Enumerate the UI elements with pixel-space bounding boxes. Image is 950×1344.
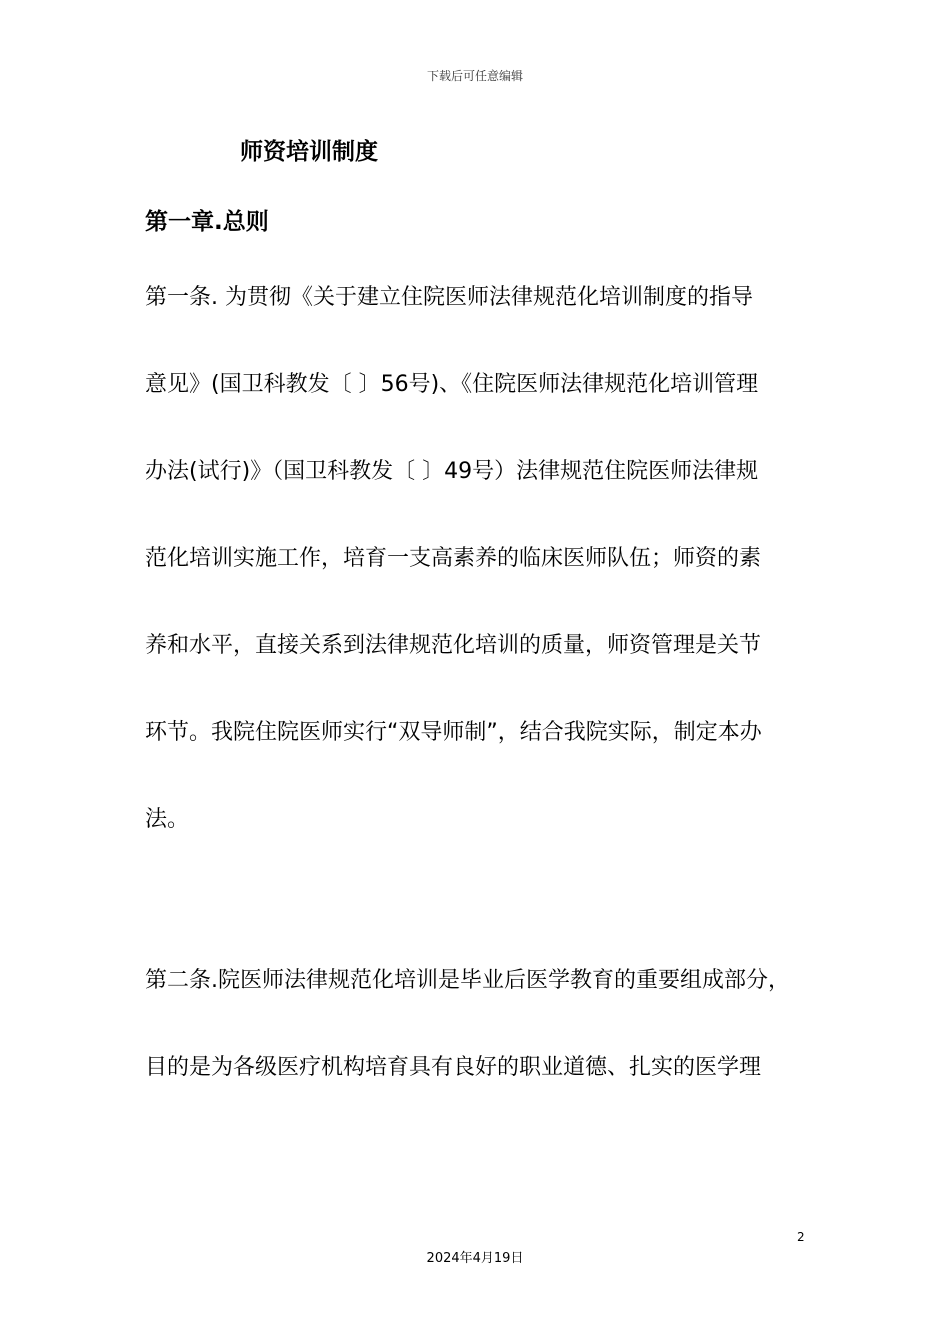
article-2 [145,937,810,1111]
article-2-line: 目的是为各级医疗机构培育具有良好的职业道德、扎实的医学理 [145,1055,762,1080]
article-1-line: 法。 [145,807,190,832]
article-1-line: 范化培训实施工作，培育一支高素养的临床医师队伍；师资的素 [145,546,762,571]
document-title: 师资培训制度 [240,139,378,165]
footer-date: 2024年4月19日 [426,1251,524,1266]
article-1-line: 办法(试行)》（国卫科教发〔 〕49号）法律规范住院医师法律规 [145,459,759,484]
article-1-line: 养和水平，直接关系到法律规范化培训的质量，师资管理是关节 [145,633,762,658]
page-number: 2 [797,1230,805,1244]
article-1 [145,254,810,863]
article-2-line: 第二条.院医师法律规范化培训是毕业后医学教育的重要组成部分， [145,968,790,993]
article-1-line: 环节。我院住院医师实行“双导师制”，结合我院实际，制定本办 [145,720,762,745]
header-note: 下载后可任意编辑 [426,69,523,83]
article-1-line: 第一条. 为贯彻《关于建立住院医师法律规范化培训制度的指导 [145,285,753,310]
chapter-heading: 第一章.总则 [145,209,269,235]
article-1-line: 意见》(国卫科教发〔 〕56号)、《住院医师法律规范化培训管理 [145,372,759,397]
